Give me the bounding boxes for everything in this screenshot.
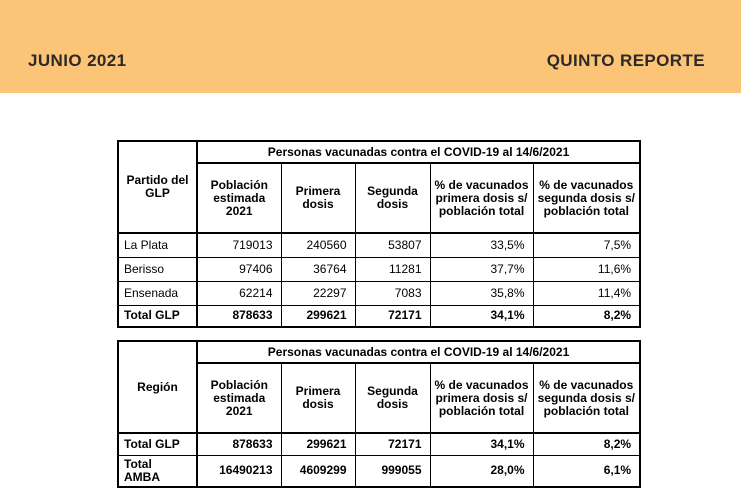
cell-primera: 299621 bbox=[281, 433, 355, 455]
table2-col-segunda-dosis: Segunda dosis bbox=[355, 363, 430, 433]
cell-poblacion: 878633 bbox=[197, 433, 281, 455]
cell-poblacion: 719013 bbox=[197, 233, 281, 257]
table2-corner-header: Región bbox=[118, 341, 197, 433]
table2-span-header: Personas vacunadas contra el COVID-19 al 14/6/2021 bbox=[197, 341, 640, 363]
cell-poblacion: 97406 bbox=[197, 257, 281, 281]
report-number-title: QUINTO REPORTE bbox=[546, 51, 705, 70]
table1-col-primera-dosis: Primera dosis bbox=[281, 163, 355, 233]
cell-pct-segunda: 11,4% bbox=[533, 281, 640, 305]
row-label: La Plata bbox=[118, 233, 197, 257]
cell-primera: 36764 bbox=[281, 257, 355, 281]
cell-pct-primera: 33,5% bbox=[430, 233, 533, 257]
cell-pct-primera: 35,8% bbox=[430, 281, 533, 305]
cell-segunda: 999055 bbox=[355, 455, 430, 487]
table-row-total-amba bbox=[118, 455, 640, 487]
cell-pct-segunda: 7,5% bbox=[533, 233, 640, 257]
cell-poblacion: 878633 bbox=[197, 305, 281, 327]
cell-pct-segunda: 8,2% bbox=[533, 305, 640, 327]
cell-pct-primera: 37,7% bbox=[430, 257, 533, 281]
cell-segunda: 72171 bbox=[355, 305, 430, 327]
table1-col-poblacion: Población estimada 2021 bbox=[197, 163, 281, 233]
table2-col-primera-dosis: Primera dosis bbox=[281, 363, 355, 433]
cell-primera: 22297 bbox=[281, 281, 355, 305]
row-label: Berisso bbox=[118, 257, 197, 281]
table1-col-pct-segunda: % de vacunados segunda dosis s/ población total bbox=[533, 163, 640, 233]
row-label: Total GLP bbox=[118, 305, 197, 327]
table2-col-poblacion: Población estimada 2021 bbox=[197, 363, 281, 433]
cell-poblacion: 62214 bbox=[197, 281, 281, 305]
table1-col-pct-primera: % de vacunados primera dosis s/ población total bbox=[430, 163, 533, 233]
cell-pct-primera: 34,1% bbox=[430, 433, 533, 455]
report-month-title: JUNIO 2021 bbox=[28, 51, 127, 70]
table-row-berisso bbox=[118, 257, 640, 281]
cell-pct-segunda: 11,6% bbox=[533, 257, 640, 281]
table1-corner-header: Partido del GLP bbox=[118, 141, 197, 233]
table2-col-pct-segunda: % de vacunados segunda dosis s/ población total bbox=[533, 363, 640, 433]
row-label: Ensenada bbox=[118, 281, 197, 305]
cell-poblacion: 16490213 bbox=[197, 455, 281, 487]
cell-primera: 299621 bbox=[281, 305, 355, 327]
cell-segunda: 72171 bbox=[355, 433, 430, 455]
table1-span-header: Personas vacunadas contra el COVID-19 al 14/6/2021 bbox=[197, 141, 640, 163]
table-row-total-glp bbox=[118, 305, 640, 327]
cell-primera: 4609299 bbox=[281, 455, 355, 487]
cell-pct-segunda: 8,2% bbox=[533, 433, 640, 455]
cell-pct-primera: 28,0% bbox=[430, 455, 533, 487]
table-row-ensenada bbox=[118, 281, 640, 305]
table-row-la-plata bbox=[118, 233, 640, 257]
table1-col-segunda-dosis: Segunda dosis bbox=[355, 163, 430, 233]
table-row-total-glp bbox=[118, 433, 640, 455]
cell-segunda: 7083 bbox=[355, 281, 430, 305]
table2-col-pct-primera: % de vacunados primera dosis s/ población total bbox=[430, 363, 533, 433]
cell-segunda: 11281 bbox=[355, 257, 430, 281]
cell-pct-segunda: 6,1% bbox=[533, 455, 640, 487]
vaccination-table-glp bbox=[117, 140, 641, 328]
cell-segunda: 53807 bbox=[355, 233, 430, 257]
vaccination-table-region bbox=[117, 340, 641, 488]
row-label: Total GLP bbox=[118, 433, 197, 455]
header-band bbox=[0, 0, 741, 93]
cell-primera: 240560 bbox=[281, 233, 355, 257]
row-label: Total AMBA bbox=[118, 455, 197, 487]
cell-pct-primera: 34,1% bbox=[430, 305, 533, 327]
